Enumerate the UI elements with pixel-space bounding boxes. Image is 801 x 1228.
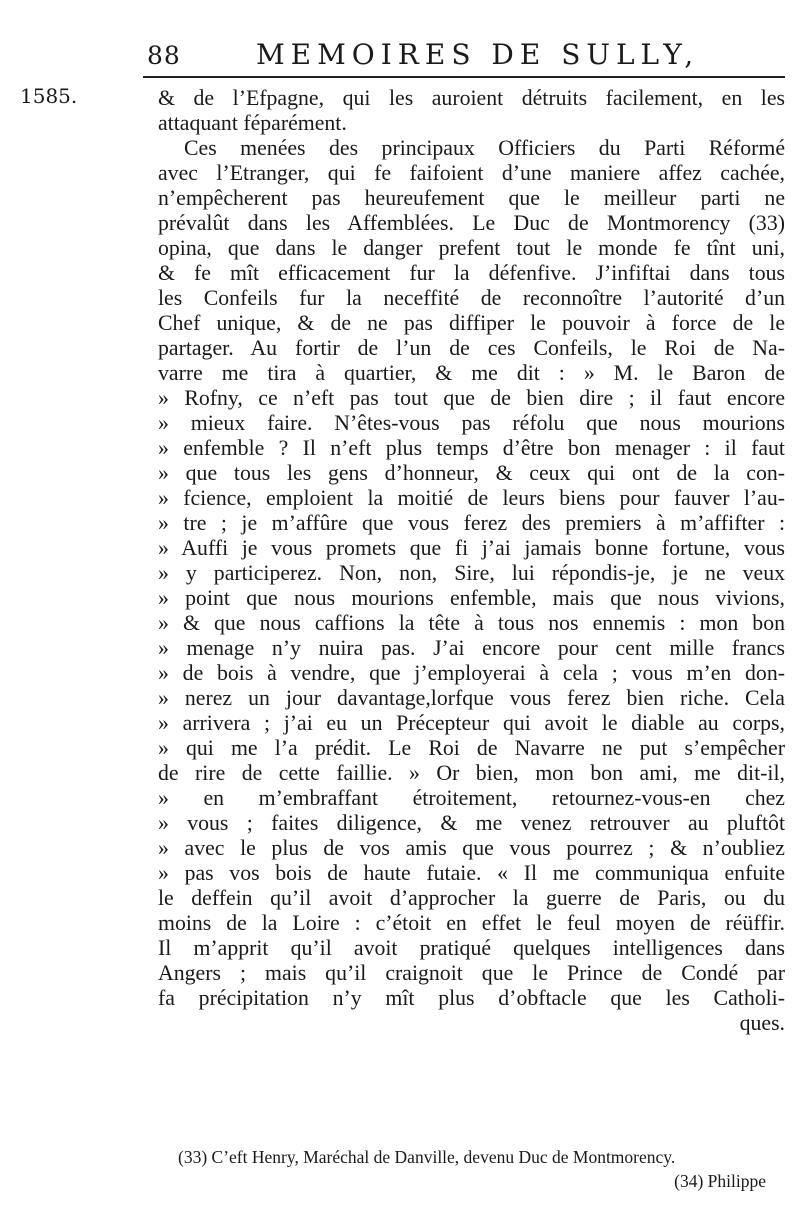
text-line: » que tous les gens d’honneur, & ceux qui ont de la con-	[158, 461, 785, 485]
text-line: ques.	[739, 1011, 785, 1035]
text-line: Chef unique, & de ne pas diffiper le pouvoir à force de le	[158, 311, 785, 335]
body-text	[158, 86, 785, 1036]
text-line: » tre ; je m’affûre que vous ferez des premiers à m’affifter :	[158, 511, 785, 535]
text-line: Ces menées des principaux Officiers du Parti Réformé	[184, 136, 785, 160]
text-line: avec l’Etranger, qui fe faifoient d’une maniere affez cachée,	[158, 161, 785, 185]
text-line: » Rofny, ce n’eft pas tout que de bien dire ; il faut encore	[158, 386, 785, 410]
catchword: (34) Philippe	[674, 1171, 766, 1191]
text-line: » qui me l’a prédit. Le Roi de Navarre ne put s’empêcher	[158, 736, 785, 760]
text-line: » y participerez. Non, non, Sire, lui répondis-je, je ne veux	[158, 561, 785, 585]
text-line: » pas vos bois de haute futaie. « Il me communiqua enfuite	[158, 861, 785, 885]
text-line: Angers ; mais qu’il craignoit que le Prince de Condé par	[158, 961, 785, 985]
text-line: Il m’apprit qu’il avoit pratiqué quelques intelligences dans	[158, 936, 785, 960]
text-line: & fe mît efficacement fur la défenfive. J’infiftai dans tous	[158, 261, 785, 285]
text-line: prévalût dans les Affemblées. Le Duc de Montmorency (33)	[158, 211, 785, 235]
text-line: » vous ; faites diligence, & me venez retrouver au pluftôt	[158, 811, 785, 835]
text-line: » en m’embraffant étroitement, retournez-vous-en chez	[158, 786, 785, 810]
text-line: & de l’Efpagne, qui les auroient détruits facilement, en les	[158, 86, 785, 110]
text-line: les Confeils fur la neceffité de reconnoître l’autorité d’un	[158, 286, 785, 310]
text-line: attaquant féparément.	[158, 111, 347, 135]
text-line: » & que nous caffions la tête à tous nos ennemis : mon bon	[158, 611, 785, 635]
header-rule	[143, 76, 785, 78]
running-title: MEMOIRES DE SULLY,	[256, 38, 700, 71]
text-line: moins de la Loire : c’étoit en effet le feul moyen de réüffir.	[158, 911, 785, 935]
text-line: » avec le plus de vos amis que vous pourrez ; & n’oubliez	[158, 836, 785, 860]
text-line: » Auffi je vous promets que fi j’ai jamais bonne fortune, vous	[158, 536, 785, 560]
text-line: partager. Au fortir de l’un de ces Confeils, le Roi de Na-	[158, 336, 785, 360]
text-line: varre me tira à quartier, & me dit : » M. le Baron de	[158, 361, 785, 385]
text-line: n’empêcherent pas heureufement que le meilleur parti ne	[158, 186, 785, 210]
text-line: » enfemble ? Il n’eft plus temps d’être bon menager : il faut	[158, 436, 785, 460]
text-line: » fcience, emploient la moitié de leurs biens pour fauver l’au-	[158, 486, 785, 510]
text-line: » nerez un jour davantage,lorfque vous ferez bien riche. Cela	[158, 686, 785, 710]
margin-year-note: 1585.	[20, 84, 78, 108]
text-line: fa précipitation n’y mît plus d’obftacle que les Catholi-	[158, 986, 785, 1010]
footnotes	[178, 1145, 778, 1193]
text-line: opina, que dans le danger prefent tout le monde fe tînt uni,	[158, 236, 785, 260]
text-line: » menage n’y nuira pas. J’ai encore pour cent mille francs	[158, 636, 785, 660]
text-line: » mieux faire. N’êtes-vous pas réfolu que nous mourions	[158, 411, 785, 435]
text-line: le deffein qu’il avoit d’approcher la guerre de Paris, ou du	[158, 886, 785, 910]
footnote-33: (33) C’eft Henry, Maréchal de Danville, devenu Duc de Montmorency.	[178, 1147, 676, 1167]
text-line: » de bois à vendre, que j’employerai à cela ; vous m’en don-	[158, 661, 785, 685]
page-number: 88	[147, 41, 181, 70]
text-line: » arrivera ; j’ai eu un Précepteur qui avoit le diable au corps,	[158, 711, 785, 735]
text-line: de rire de cette faillie. » Or bien, mon bon ami, me dit-il,	[158, 761, 785, 785]
text-line: » point que nous mourions enfemble, mais que nous vivions,	[158, 586, 785, 610]
